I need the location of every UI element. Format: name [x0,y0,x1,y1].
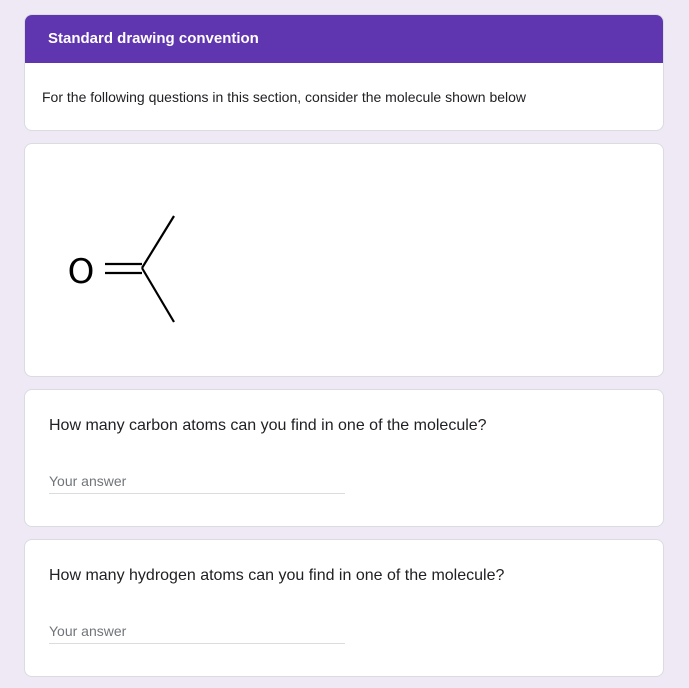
molecule-diagram [25,144,664,377]
answer-input[interactable] [49,468,345,494]
molecule-image-card [24,143,664,377]
bond-upper-methyl [142,216,174,268]
section-description: For the following questions in this section, consider the molecule shown below [42,89,527,105]
question-card-hydrogen [24,539,664,677]
section-title: Standard drawing convention [25,15,663,63]
answer-input[interactable] [49,618,345,644]
oxygen-atom-label: O [67,252,95,292]
question-card-carbon [24,389,664,527]
question-text: How many hydrogen atoms can you find in one of the molecule? [49,567,505,584]
question-text: How many carbon atoms can you find in one of the molecule? [49,417,487,434]
bond-lower-methyl [142,268,174,322]
section-card [24,14,664,131]
